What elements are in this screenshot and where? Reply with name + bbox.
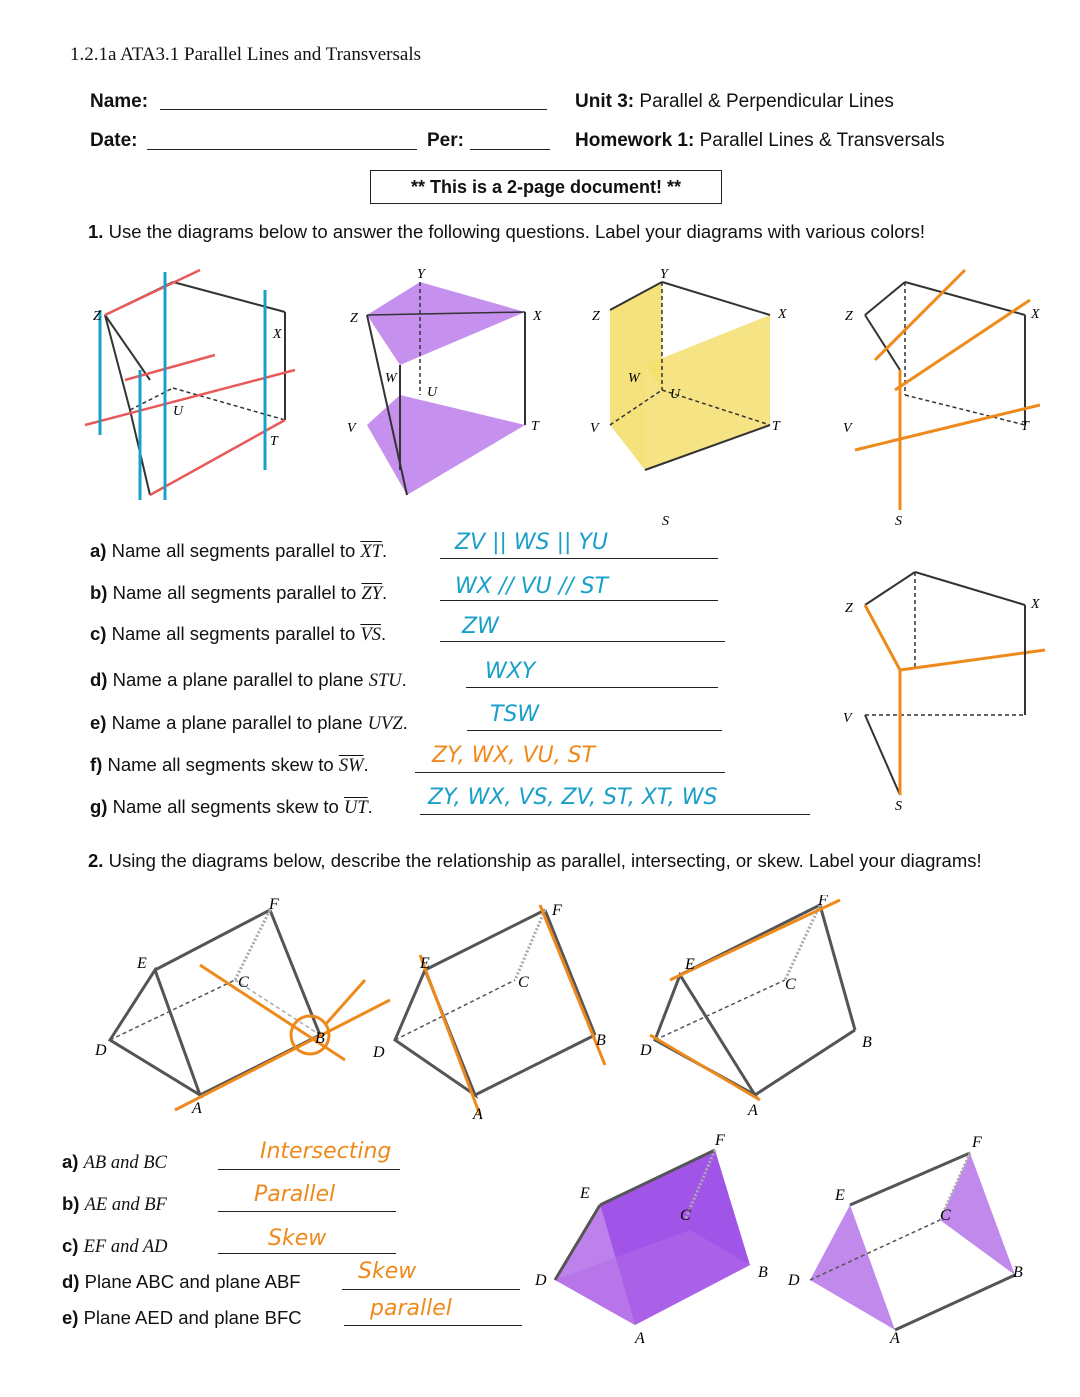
svg-text:F: F	[715, 1132, 725, 1149]
period-field[interactable]	[470, 149, 550, 150]
prism-4-orange	[843, 270, 1040, 529]
svg-text:V: V	[347, 421, 356, 436]
q1-line-e	[467, 730, 722, 731]
svg-text:F: F	[972, 1134, 982, 1151]
q1-item-e: e) Name a plane parallel to plane UVZ.	[90, 712, 408, 734]
name-field[interactable]	[160, 109, 547, 110]
prism-1-blue-red	[85, 270, 295, 500]
q2-item-d: d) Plane ABC and plane ABF	[62, 1271, 301, 1292]
per-label: Per:	[427, 130, 464, 151]
svg-text:E: E	[420, 955, 430, 972]
svg-text:X: X	[533, 309, 542, 324]
svg-text:Z: Z	[845, 309, 853, 324]
svg-text:S: S	[895, 799, 902, 814]
svg-text:C: C	[238, 974, 249, 991]
name-label: Name:	[90, 91, 149, 112]
svg-text:X: X	[1031, 597, 1040, 612]
q1-answer-d[interactable]: WXY	[485, 659, 536, 684]
svg-text:V: V	[590, 421, 599, 436]
svg-text:W: W	[385, 371, 397, 386]
svg-text:C: C	[940, 1207, 951, 1224]
svg-text:B: B	[862, 1034, 872, 1051]
svg-text:E: E	[580, 1185, 590, 1202]
svg-text:U: U	[670, 387, 681, 402]
svg-text:F: F	[818, 895, 828, 909]
q2-line-e	[344, 1325, 522, 1326]
svg-text:Z: Z	[350, 311, 358, 326]
svg-text:Z: Z	[592, 309, 600, 324]
prism-2-purple	[347, 267, 542, 495]
prism-3-yellow	[590, 267, 787, 529]
q1-answer-c[interactable]: ZW	[462, 614, 499, 639]
svg-text:X: X	[1031, 307, 1040, 322]
two-page-notice: ** This is a 2-page document! **	[370, 170, 722, 204]
svg-text:Z: Z	[845, 601, 853, 616]
q2-answer-a[interactable]: Intersecting	[260, 1139, 392, 1164]
q1-item-c: c) Name all segments parallel to $\overline{VS}$.	[90, 623, 387, 645]
svg-text:E: E	[685, 956, 695, 973]
svg-text:D: D	[95, 1042, 107, 1059]
q1-answer-f[interactable]: ZY, WX, VU, ST	[432, 743, 596, 768]
triangular-prism-3	[639, 895, 872, 1119]
triangular-prism-5-purple	[787, 1134, 1023, 1347]
svg-text:Y: Y	[417, 267, 425, 282]
prism-5-orange	[843, 572, 1045, 814]
svg-text:E: E	[835, 1187, 845, 1204]
svg-text:U: U	[173, 404, 184, 419]
q2-answer-c[interactable]: Skew	[268, 1226, 327, 1251]
svg-text:A: A	[192, 1100, 202, 1117]
svg-text:X: X	[273, 327, 282, 342]
svg-text:D: D	[640, 1042, 652, 1059]
q2-line-a	[218, 1169, 400, 1170]
svg-text:E: E	[137, 955, 147, 972]
q2-item-b: b) AE and BF	[62, 1193, 167, 1215]
date-field[interactable]	[147, 149, 417, 150]
svg-text:U: U	[427, 385, 438, 400]
svg-text:A: A	[635, 1330, 645, 1347]
svg-text:F: F	[269, 896, 279, 913]
q2-prompt: 2. Using the diagrams below, describe the relationship as parallel, intersecting, or skew. Label your diagrams!	[88, 850, 982, 871]
svg-text:S: S	[895, 514, 902, 529]
q1-item-a: a) Name all segments parallel to $\overline{XT}$.	[90, 540, 388, 562]
svg-text:B: B	[1013, 1264, 1023, 1281]
q1-line-a	[440, 558, 718, 559]
svg-text:B: B	[315, 1030, 325, 1047]
q1-line-f	[415, 772, 725, 773]
q1-prompt: 1. Use the diagrams below to answer the following questions. Label your diagrams with various colors!	[88, 221, 926, 242]
q2-item-a: a) AB and BC	[62, 1151, 167, 1173]
q1-item-d: d) Name a plane parallel to plane STU.	[90, 669, 407, 691]
q1-item-f: f) Name all segments skew to $\overline{SW}$.	[90, 754, 369, 776]
date-label: Date:	[90, 130, 138, 151]
svg-text:T: T	[270, 434, 278, 449]
svg-text:V: V	[843, 711, 852, 726]
q2-item-e: e) Plane AED and plane BFC	[62, 1307, 302, 1328]
svg-text:A: A	[473, 1106, 483, 1123]
svg-text:D: D	[535, 1272, 547, 1289]
q1-answer-a[interactable]: ZV || WS || YU	[455, 530, 609, 555]
q2-answer-d[interactable]: Skew	[358, 1259, 417, 1284]
svg-text:T: T	[531, 419, 539, 434]
svg-text:Y: Y	[660, 267, 668, 282]
svg-text:T: T	[772, 419, 780, 434]
q2-answer-b[interactable]: Parallel	[254, 1182, 336, 1207]
q1-item-b: b) Name all segments parallel to $\overline{ZY}$.	[90, 582, 388, 604]
triangular-prism-2	[372, 902, 606, 1123]
svg-text:C: C	[785, 976, 796, 993]
svg-text:F: F	[552, 902, 562, 919]
q1-item-g: g) Name all segments skew to $\overline{UT}$.	[90, 796, 373, 818]
svg-text:A: A	[748, 1102, 758, 1119]
svg-text:D: D	[788, 1272, 800, 1289]
svg-text:C: C	[518, 974, 529, 991]
svg-text:A: A	[890, 1330, 900, 1347]
svg-text:X: X	[778, 307, 787, 322]
svg-text:S: S	[662, 514, 669, 529]
q1-answer-g[interactable]: ZY, WX, VS, ZV, ST, XT, WS	[428, 785, 718, 810]
document-title: 1.2.1a ATA3.1 Parallel Lines and Transversals	[70, 44, 421, 65]
q2-line-d	[342, 1289, 520, 1290]
q2-line-b	[218, 1211, 396, 1212]
triangular-prism-1	[94, 896, 390, 1117]
q2-item-c: c) EF and AD	[62, 1235, 168, 1257]
q1-line-g	[420, 814, 810, 815]
svg-text:T: T	[1021, 419, 1029, 434]
homework-heading: Homework 1: Parallel Lines & Transversals	[575, 130, 945, 151]
svg-text:W: W	[628, 371, 640, 386]
svg-text:B: B	[758, 1264, 768, 1281]
svg-text:C: C	[680, 1207, 691, 1224]
q1-line-b	[440, 600, 718, 601]
q1-answer-e[interactable]: TSW	[490, 702, 540, 727]
q1-line-c	[440, 641, 725, 642]
q2-line-c	[218, 1253, 396, 1254]
q1-line-d	[466, 687, 718, 688]
svg-text:Z: Z	[93, 309, 101, 324]
q1-answer-b[interactable]: WX // VU // ST	[455, 574, 609, 599]
svg-text:B: B	[596, 1032, 606, 1049]
triangular-prism-4-purple	[534, 1132, 768, 1347]
svg-text:D: D	[373, 1044, 385, 1061]
unit-heading: Unit 3: Parallel & Perpendicular Lines	[575, 91, 894, 112]
svg-text:V: V	[843, 421, 852, 436]
q2-answer-e[interactable]: parallel	[370, 1296, 452, 1321]
